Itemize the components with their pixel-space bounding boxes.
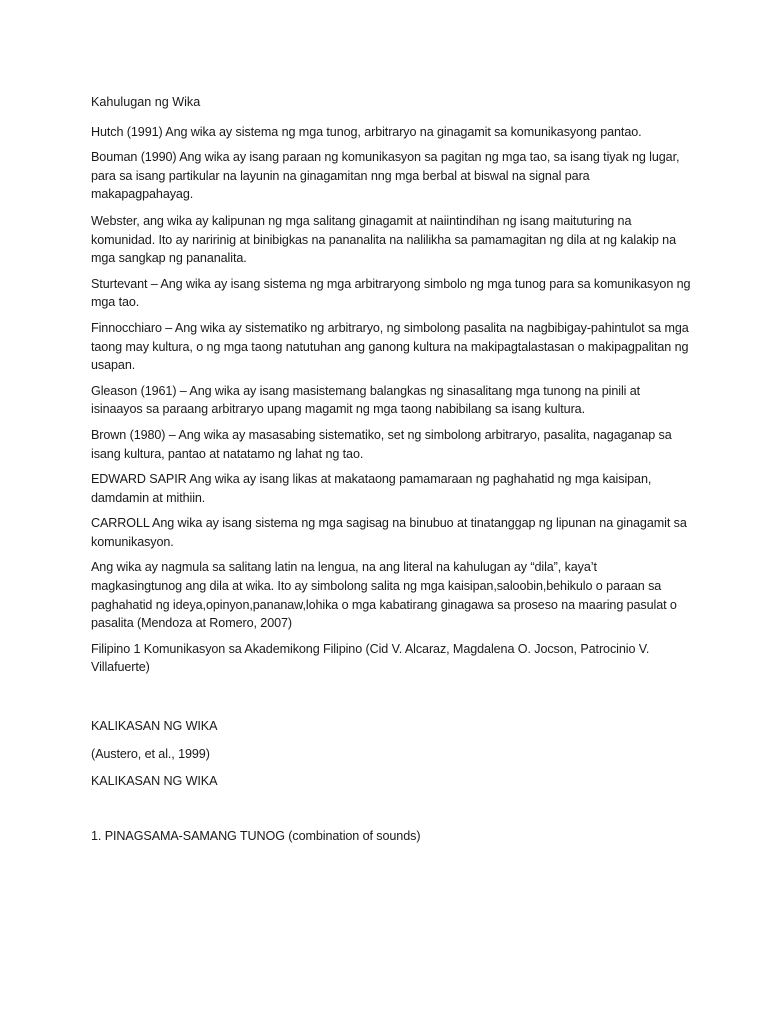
citation: (Austero, et al., 1999) [91,746,210,761]
paragraph-hutch: Hutch (1991) Ang wika ay sistema ng mga tunog, arbitraryo na ginagamit sa komunikasyong pantao. [91,124,642,139]
section-heading: KALIKASAN NG WIKA [91,719,218,734]
paragraph-gleason: Gleason (1961) – Ang wika ay isang masistemang balangkas ng sinasalitang mga tunong na pinili at isinaayos sa paraang arbitraryo upang magamit ng mga taong nabibilang sa isang kultura. [91,383,641,417]
section-heading-repeat: KALIKASAN NG WIKA [91,774,218,789]
paragraph-sturtevant: Sturtevant – Ang wika ay isang sistema ng mga arbitraryong simbolo ng mga tunog para sa komunikasyon ng mga tao. [91,276,691,310]
paragraph-latin-origin: Ang wika ay nagmula sa salitang latin na lengua, na ang literal na kahulugan ay “dila”, kaya’t magkasingtunog ang dila at wika. Ito ay simbolong salita ng mga kaisipan,saloobin,behikulo o paraan sa paghahatid ng ideya,opinyon,pananaw,lohika o mga kabatirang ginagawa sa proseso na maaring pasulat o pasalita (Mendoza at Romero, 2007) [91,560,677,631]
paragraph-sapir: EDWARD SAPIR Ang wika ay isang likas at makataong pamamaraan ng paghahatid ng mga kaisipan, damdamin at mithiin. [91,472,652,505]
paragraph-webster: Webster, ang wika ay kalipunan ng mga salitang ginagamit at naiintindihan ng isang maituturing na komunidad. Ito ay naririnig at binibigkas na pananalita na nalilikha sa pamamagitan ng dila at ng kalakip na mga sangkap ng pananalita. [91,213,676,266]
document-page [91,93,691,845]
paragraph-carroll: CARROLL Ang wika ay isang sistema ng mga sagisag na binubuo at tinatanggap ng lipunan na ginagamit sa komunikasyon. [91,516,687,549]
paragraph-reference: Filipino 1 Komunikasyon sa Akademikong Filipino (Cid V. Alcaraz, Magdalena O. Jocson, Patrocinio V. Villafuerte) [91,641,650,675]
paragraph-brown: Brown (1980) – Ang wika ay masasabing sistematiko, set ng simbolong arbitraryo, pasalita, nagaganap sa isang kultura, pantao at natatamo ng lahat ng tao. [91,427,672,461]
document-title: Kahulugan ng Wika [91,95,201,109]
list-item-1: 1. PINAGSAMA-SAMANG TUNOG (combination of sounds) [91,828,421,843]
paragraph-finnocchiaro: Finnocchiaro – Ang wika ay sistematiko ng arbitraryo, ng simbolong pasalita na nagbibigay-pahintulot sa mga taong may kultura, o ng mga taong natutuhan ang ganong kultura na makipagtalastasan o makipagpalitan ng usapan. [91,320,689,373]
paragraph-bouman: Bouman (1990) Ang wika ay isang paraan ng komunikasyon sa pagitan ng mga tao, sa isang tiyak ng lugar, para sa isang partikular na layunin na ginagamitan nng mga berbal at biswal na signal para makapagpahayag. [91,150,680,202]
